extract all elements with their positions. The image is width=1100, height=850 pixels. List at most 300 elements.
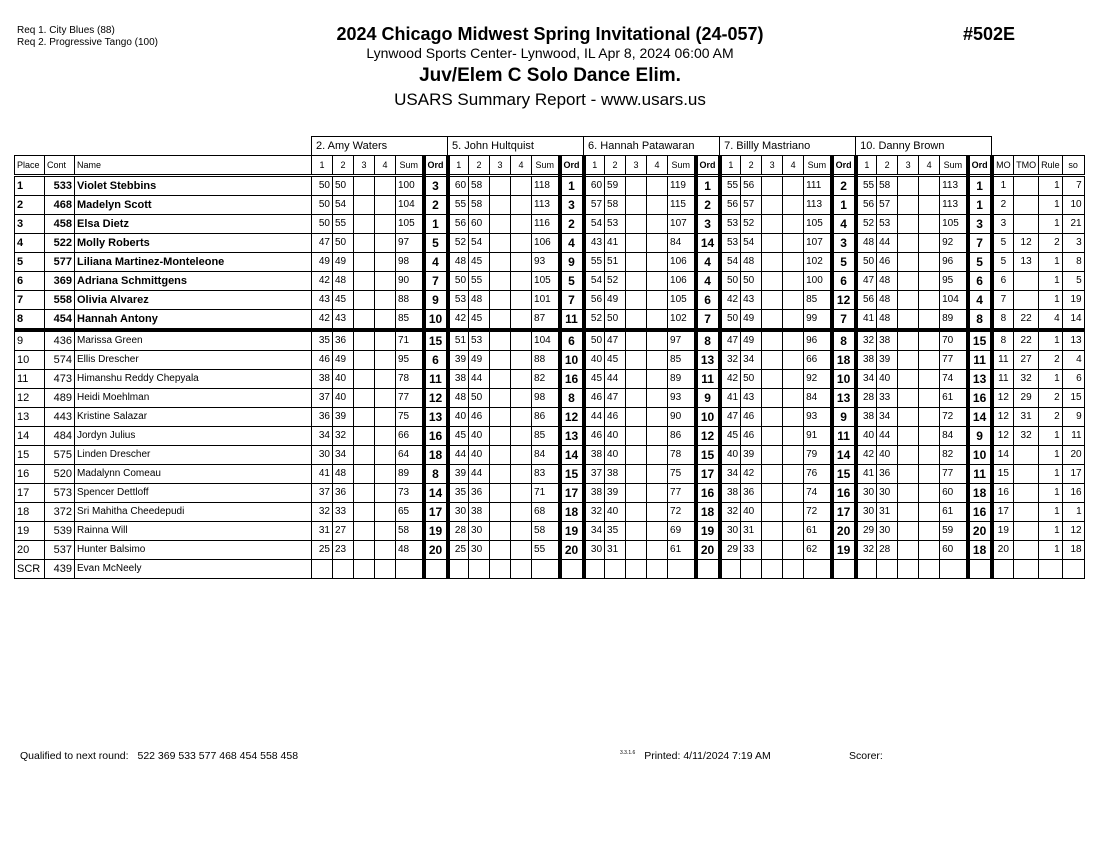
score-1: 31	[312, 522, 333, 541]
col-j3-judge-1: 3	[354, 156, 375, 176]
ordinal: 1	[968, 196, 992, 215]
score-2: 39	[333, 408, 354, 427]
contestant-number: 577	[45, 253, 75, 272]
score-sum: 113	[532, 196, 560, 215]
judges-row	[15, 137, 1085, 156]
ordinal: 6	[424, 351, 448, 370]
score-2: 45	[469, 310, 490, 331]
score-4	[919, 427, 940, 446]
score-3	[490, 196, 511, 215]
ordinal: 18	[968, 541, 992, 560]
score-4	[783, 351, 804, 370]
score-2: 52	[605, 272, 626, 291]
score-1: 48	[856, 234, 877, 253]
score-2: 39	[741, 446, 762, 465]
ordinal: 20	[968, 522, 992, 541]
score-3	[490, 465, 511, 484]
rule: 1	[1039, 484, 1063, 503]
score-sum: 84	[668, 234, 696, 253]
contestant-name: Elsa Dietz	[75, 215, 312, 234]
score-2: 31	[741, 522, 762, 541]
score-1: 36	[312, 408, 333, 427]
score-2: 48	[877, 272, 898, 291]
total-majority-ordinal: 12	[1014, 234, 1039, 253]
score-2: 46	[741, 408, 762, 427]
skate-order: 17	[1062, 465, 1084, 484]
table-row	[15, 484, 1085, 503]
score-2: 48	[333, 465, 354, 484]
score-1: 46	[584, 389, 605, 408]
score-3	[898, 465, 919, 484]
score-4	[511, 503, 532, 522]
contestant-number: 439	[45, 560, 75, 579]
score-2: 53	[605, 215, 626, 234]
col-j4-judge-4: 4	[783, 156, 804, 176]
col-j1-judge-1: 1	[312, 156, 333, 176]
score-sum: 119	[668, 176, 696, 196]
score-1: 40	[856, 427, 877, 446]
score-1: 53	[448, 291, 469, 310]
col-ord-judge-1: Ord	[424, 156, 448, 176]
score-4	[511, 215, 532, 234]
score-sum: 93	[804, 408, 832, 427]
score-4	[511, 446, 532, 465]
score-1: 42	[720, 291, 741, 310]
col-ord-judge-5: Ord	[968, 156, 992, 176]
ordinal: 1	[696, 176, 720, 196]
score-3	[354, 427, 375, 446]
score-3	[898, 370, 919, 389]
score-2: 45	[605, 351, 626, 370]
score-3	[490, 484, 511, 503]
ordinal: 5	[968, 253, 992, 272]
score-4	[647, 503, 668, 522]
score-3	[354, 389, 375, 408]
score-sum: 92	[804, 370, 832, 389]
score-sum: 90	[668, 408, 696, 427]
score-3	[626, 503, 647, 522]
ordinal: 9	[832, 408, 856, 427]
col-name: Name	[75, 156, 312, 176]
place-cell: 1	[15, 176, 45, 196]
skate-order: 7	[1062, 176, 1084, 196]
score-sum: 105	[396, 215, 424, 234]
score-3	[626, 215, 647, 234]
rule: 1	[1039, 503, 1063, 522]
score-2: 58	[877, 176, 898, 196]
score-4	[375, 253, 396, 272]
score-3	[898, 484, 919, 503]
score-4	[511, 253, 532, 272]
score-3	[626, 484, 647, 503]
col-sum-judge-1: Sum	[396, 156, 424, 176]
score-2: 58	[605, 196, 626, 215]
ordinal: 2	[696, 196, 720, 215]
contestant-number: 468	[45, 196, 75, 215]
ordinal: 1	[424, 215, 448, 234]
ordinal: 18	[424, 446, 448, 465]
score-3	[898, 196, 919, 215]
score-1: 30	[856, 503, 877, 522]
score-3	[898, 522, 919, 541]
ordinal: 17	[832, 503, 856, 522]
score-4	[647, 465, 668, 484]
contestant-name: Ellis Drescher	[75, 351, 312, 370]
score-4	[511, 541, 532, 560]
score-3	[762, 272, 783, 291]
contestant-number: 489	[45, 389, 75, 408]
score-4	[375, 291, 396, 310]
score-4	[647, 330, 668, 351]
score-1: 39	[448, 351, 469, 370]
ordinal: 20	[832, 522, 856, 541]
table-row	[15, 196, 1085, 215]
score-sum: 64	[396, 446, 424, 465]
score-2: 46	[605, 408, 626, 427]
score-2: 49	[741, 330, 762, 351]
score-sum: 71	[396, 330, 424, 351]
skate-order: 14	[1062, 310, 1084, 331]
score-4	[375, 522, 396, 541]
score-4	[511, 234, 532, 253]
score-2: 58	[469, 196, 490, 215]
contestant-number: 372	[45, 503, 75, 522]
score-3	[626, 427, 647, 446]
score-4	[511, 196, 532, 215]
rule: 1	[1039, 427, 1063, 446]
score-4	[647, 310, 668, 331]
score-1: 41	[720, 389, 741, 408]
score-2: 38	[877, 330, 898, 351]
total-majority-ordinal: 32	[1014, 370, 1039, 389]
score-2: 52	[741, 215, 762, 234]
score-2: 44	[469, 465, 490, 484]
score-3	[354, 522, 375, 541]
score-3	[626, 370, 647, 389]
score-sum: 86	[668, 427, 696, 446]
ordinal: 18	[968, 484, 992, 503]
skate-order: 11	[1062, 427, 1084, 446]
score-sum: 82	[940, 446, 968, 465]
table-row	[15, 176, 1085, 196]
ordinal: 15	[968, 330, 992, 351]
ordinal: 3	[696, 215, 720, 234]
ordinal: 2	[560, 215, 584, 234]
col-j1-judge-3: 1	[584, 156, 605, 176]
score-1: 48	[448, 253, 469, 272]
score-1: 44	[584, 408, 605, 427]
score-3	[490, 253, 511, 272]
ordinal: 7	[424, 272, 448, 291]
score-4	[919, 370, 940, 389]
rule	[1039, 560, 1063, 579]
ordinal: 1	[968, 176, 992, 196]
score-2: 38	[605, 465, 626, 484]
score-4	[511, 370, 532, 389]
rule: 1	[1039, 215, 1063, 234]
contestant-name: Rainna Will	[75, 522, 312, 541]
contestant-name: Hannah Antony	[75, 310, 312, 331]
score-1: 60	[584, 176, 605, 196]
score-4	[783, 560, 804, 579]
skate-order	[1062, 560, 1084, 579]
score-1: 30	[720, 522, 741, 541]
score-4	[783, 330, 804, 351]
score-2: 45	[469, 253, 490, 272]
score-sum: 98	[532, 389, 560, 408]
score-2: 32	[333, 427, 354, 446]
contestant-number: 533	[45, 176, 75, 196]
score-3	[898, 389, 919, 408]
score-2: 50	[741, 272, 762, 291]
score-sum: 104	[532, 330, 560, 351]
score-1: 32	[720, 351, 741, 370]
printed-timestamp: Printed: 4/11/2024 7:19 AM	[644, 750, 771, 762]
score-2: 40	[605, 427, 626, 446]
score-3	[762, 560, 783, 579]
rule: 1	[1039, 522, 1063, 541]
score-4	[647, 560, 668, 579]
ordinal: 7	[832, 310, 856, 331]
score-sum: 113	[940, 196, 968, 215]
score-sum: 61	[940, 503, 968, 522]
score-2: 39	[605, 484, 626, 503]
col-j2-judge-5: 2	[877, 156, 898, 176]
ordinal	[968, 560, 992, 579]
score-sum: 105	[668, 291, 696, 310]
score-2: 48	[469, 291, 490, 310]
ordinal: 4	[560, 234, 584, 253]
score-4	[783, 370, 804, 389]
score-3	[626, 408, 647, 427]
contestant-name: Liliana Martinez-Monteleone	[75, 253, 312, 272]
score-2: 48	[877, 310, 898, 331]
score-3	[490, 560, 511, 579]
ordinal: 18	[832, 351, 856, 370]
score-4	[375, 560, 396, 579]
place-cell: 9	[15, 330, 45, 351]
skate-order: 18	[1062, 541, 1084, 560]
score-2: 33	[877, 389, 898, 408]
score-3	[354, 465, 375, 484]
rule: 1	[1039, 253, 1063, 272]
score-4	[919, 389, 940, 408]
score-sum: 104	[940, 291, 968, 310]
score-3	[354, 446, 375, 465]
score-sum: 58	[396, 522, 424, 541]
table-row	[15, 370, 1085, 389]
score-4	[919, 253, 940, 272]
score-sum: 90	[396, 272, 424, 291]
contestant-name: Sri Mahitha Cheedepudi	[75, 503, 312, 522]
score-2: 30	[877, 522, 898, 541]
score-2: 34	[333, 446, 354, 465]
ordinal: 9	[424, 291, 448, 310]
ordinal: 12	[424, 389, 448, 408]
table-row	[15, 253, 1085, 272]
score-sum: 66	[804, 351, 832, 370]
score-1: 53	[720, 234, 741, 253]
place-cell: 17	[15, 484, 45, 503]
score-3	[898, 176, 919, 196]
contestant-number: 573	[45, 484, 75, 503]
score-2: 50	[605, 310, 626, 331]
place-cell: SCR	[15, 560, 45, 579]
rule: 2	[1039, 389, 1063, 408]
score-3	[898, 560, 919, 579]
score-sum: 105	[532, 272, 560, 291]
score-4	[919, 176, 940, 196]
score-1	[448, 560, 469, 579]
score-4	[919, 503, 940, 522]
rule: 1	[1039, 465, 1063, 484]
score-2: 43	[741, 291, 762, 310]
ordinal: 14	[968, 408, 992, 427]
table-row	[15, 310, 1085, 331]
score-4	[375, 234, 396, 253]
score-sum: 115	[668, 196, 696, 215]
score-3	[762, 389, 783, 408]
col-j3-judge-3: 3	[626, 156, 647, 176]
ordinal: 1	[560, 176, 584, 196]
ordinal: 2	[832, 176, 856, 196]
score-3	[898, 234, 919, 253]
score-3	[354, 408, 375, 427]
score-4	[511, 522, 532, 541]
score-4	[919, 272, 940, 291]
ordinal: 16	[696, 484, 720, 503]
score-3	[354, 253, 375, 272]
score-4	[647, 234, 668, 253]
score-4	[375, 351, 396, 370]
ordinal: 3	[968, 215, 992, 234]
score-1: 45	[448, 427, 469, 446]
score-1: 50	[312, 215, 333, 234]
score-sum: 97	[668, 330, 696, 351]
majority-ordinal: 11	[992, 351, 1014, 370]
score-4	[375, 176, 396, 196]
score-2: 36	[333, 330, 354, 351]
majority-ordinal: 3	[992, 215, 1014, 234]
ordinal: 16	[832, 484, 856, 503]
contestant-number: 522	[45, 234, 75, 253]
ordinal: 17	[560, 484, 584, 503]
contestant-number: 458	[45, 215, 75, 234]
score-2: 34	[741, 351, 762, 370]
score-2: 46	[741, 427, 762, 446]
score-2: 55	[333, 215, 354, 234]
score-2: 40	[469, 446, 490, 465]
score-4	[375, 215, 396, 234]
score-1: 46	[312, 351, 333, 370]
score-sum	[668, 560, 696, 579]
score-4	[919, 446, 940, 465]
place-cell: 15	[15, 446, 45, 465]
place-cell: 19	[15, 522, 45, 541]
score-1: 29	[720, 541, 741, 560]
judges-spacer	[15, 137, 312, 156]
contestant-name: Violet Stebbins	[75, 176, 312, 196]
score-1: 43	[584, 234, 605, 253]
score-3	[490, 427, 511, 446]
score-sum: 71	[532, 484, 560, 503]
score-2: 48	[877, 291, 898, 310]
score-2: 40	[877, 370, 898, 389]
contestant-number: 558	[45, 291, 75, 310]
skate-order: 3	[1062, 234, 1084, 253]
majority-ordinal: 16	[992, 484, 1014, 503]
score-3	[762, 446, 783, 465]
table-row	[15, 330, 1085, 351]
score-1: 56	[584, 291, 605, 310]
contestant-number: 369	[45, 272, 75, 291]
score-3	[626, 560, 647, 579]
print-info	[620, 750, 771, 762]
score-3	[354, 351, 375, 370]
score-3	[898, 291, 919, 310]
majority-ordinal: 14	[992, 446, 1014, 465]
ordinal: 12	[560, 408, 584, 427]
score-3	[626, 330, 647, 351]
total-majority-ordinal: 31	[1014, 408, 1039, 427]
total-majority-ordinal	[1014, 446, 1039, 465]
score-sum: 60	[940, 541, 968, 560]
score-2	[741, 560, 762, 579]
place-cell: 11	[15, 370, 45, 389]
score-4	[511, 465, 532, 484]
score-3	[490, 446, 511, 465]
score-1	[720, 560, 741, 579]
score-3	[898, 310, 919, 331]
score-1: 39	[448, 465, 469, 484]
col-sum-judge-5: Sum	[940, 156, 968, 176]
ordinal: 20	[560, 541, 584, 560]
score-sum: 55	[532, 541, 560, 560]
score-sum: 89	[396, 465, 424, 484]
ordinal: 4	[832, 215, 856, 234]
ordinal: 14	[832, 446, 856, 465]
score-1	[856, 560, 877, 579]
judges-spacer-right	[992, 137, 1085, 156]
total-majority-ordinal	[1014, 541, 1039, 560]
score-3	[490, 310, 511, 331]
majority-ordinal: 6	[992, 272, 1014, 291]
score-sum: 97	[396, 234, 424, 253]
score-sum: 76	[804, 465, 832, 484]
score-1: 38	[584, 484, 605, 503]
contestant-number: 436	[45, 330, 75, 351]
score-sum: 105	[804, 215, 832, 234]
score-3	[490, 234, 511, 253]
ordinal: 2	[424, 196, 448, 215]
score-sum: 89	[668, 370, 696, 389]
score-3	[626, 253, 647, 272]
score-4	[511, 291, 532, 310]
ordinal: 13	[560, 427, 584, 446]
score-3	[354, 330, 375, 351]
requirements-list	[17, 25, 158, 49]
total-majority-ordinal	[1014, 465, 1039, 484]
score-sum: 105	[940, 215, 968, 234]
skate-order: 20	[1062, 446, 1084, 465]
ordinal: 12	[696, 427, 720, 446]
score-sum: 107	[668, 215, 696, 234]
score-1: 50	[448, 272, 469, 291]
score-1: 30	[312, 446, 333, 465]
score-4	[375, 541, 396, 560]
ordinal	[424, 560, 448, 579]
score-3	[762, 541, 783, 560]
